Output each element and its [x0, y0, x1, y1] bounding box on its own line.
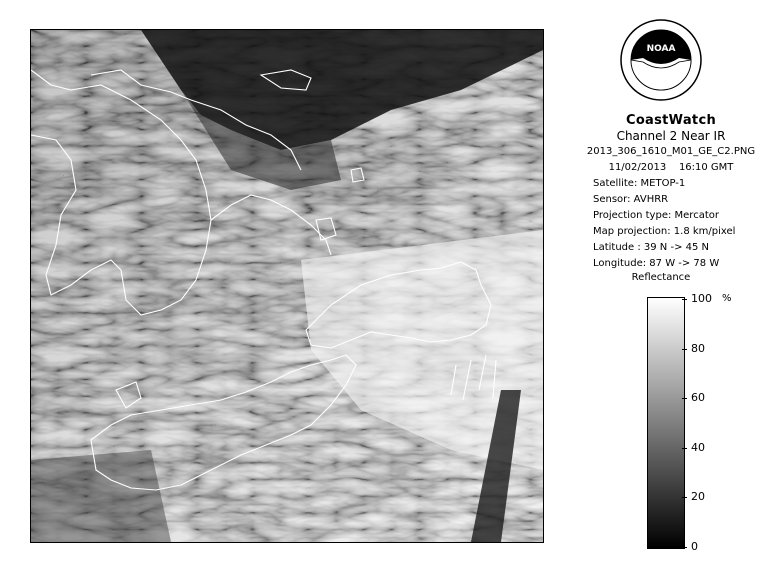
meta-longitude: [593, 258, 719, 269]
meta-projection-type: [593, 210, 719, 221]
svg-text:NOAA: NOAA: [646, 44, 676, 54]
meta-label: Projection type:: [593, 210, 672, 221]
meta-label: Satellite:: [593, 178, 638, 189]
legend-tick-label: 60: [691, 391, 705, 405]
meta-label: Map projection:: [593, 226, 671, 237]
brand-title: CoastWatch: [625, 113, 717, 128]
legend-tick-label: 80: [691, 341, 705, 355]
meta-satellite: [593, 178, 685, 189]
meta-label: Longitude:: [593, 258, 647, 269]
legend-tick-label: 40: [691, 440, 705, 454]
meta-sensor: [593, 194, 668, 205]
meta-map-projection: [593, 226, 735, 237]
legend-title: Reflectance: [631, 272, 691, 283]
file-name: 2013_306_1610_M01_GE_C2.PNG: [586, 146, 756, 157]
legend-tick-mark: [682, 398, 687, 399]
legend-unit: %: [722, 293, 732, 304]
noaa-logo: [619, 18, 703, 102]
legend-tick-mark: [682, 448, 687, 449]
legend-tick-mark: [682, 547, 687, 548]
satellite-image: [30, 29, 544, 543]
meta-value: 1.8 km/pixel: [673, 226, 736, 237]
legend-tick-label: 100: [691, 292, 712, 305]
legend-tick-mark: [682, 349, 687, 350]
legend-tick-label: 0: [691, 540, 698, 553]
legend-tick-label: 20: [691, 490, 705, 504]
meta-label: Latitude :: [593, 242, 641, 253]
meta-latitude: [593, 242, 709, 253]
legend-tick-mark: [682, 497, 687, 498]
legend-tick-mark: [682, 299, 687, 300]
time-value: 16:10 GMT: [678, 162, 734, 173]
meta-value: Mercator: [674, 210, 719, 221]
meta-value: 87 W -> 78 W: [649, 258, 720, 269]
meta-value: METOP-1: [640, 178, 686, 189]
meta-label: Sensor:: [593, 194, 631, 205]
date-value: 11/02/2013: [608, 162, 667, 173]
satellite-map: [31, 30, 543, 542]
dark-band-southwest: [31, 450, 171, 542]
date-time: [560, 162, 782, 173]
meta-value: 39 N -> 45 N: [643, 242, 710, 253]
channel-title: Channel 2 Near IR: [616, 129, 726, 143]
meta-value: AVHRR: [633, 194, 669, 205]
legend-color-bar: [647, 297, 685, 549]
noaa-logo-icon: [619, 18, 703, 102]
